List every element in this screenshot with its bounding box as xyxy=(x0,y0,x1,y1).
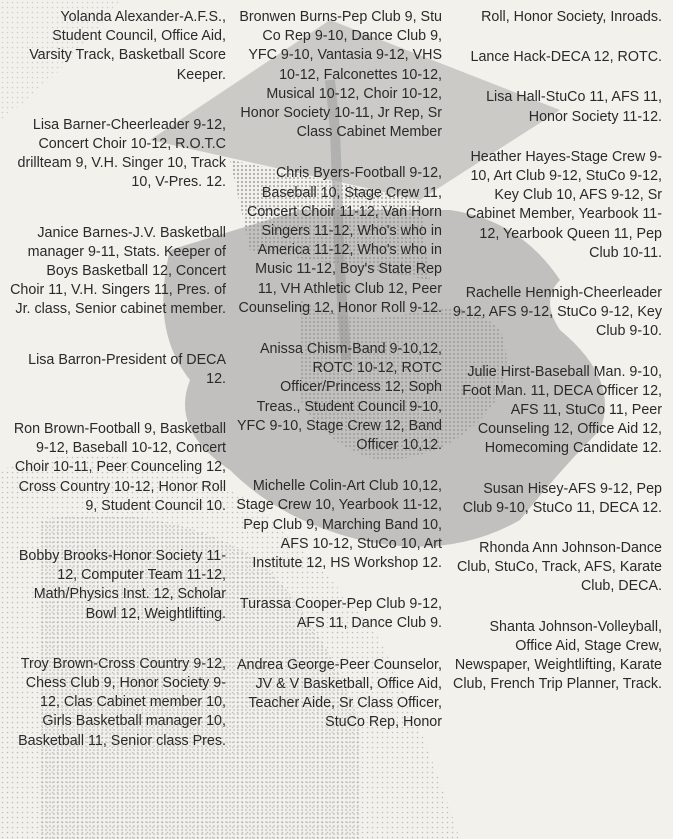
student-entry: Anissa Chism-Band 9-10,12, ROTC 10-12, ROTC Officer/Princess 12, Soph Treas., Student Council 9-10, YFC 9-10, Stage Crew 12, Band Officer 10,12. xyxy=(236,341,442,454)
student-entry: Andrea George-Peer Counselor, JV & V Basketball, Office Aid, Teacher Aide, Sr Class Officer, StuCo Rep, Honor xyxy=(236,656,442,731)
student-entry: Chris Byers-Football 9-12, Baseball 10, Stage Crew 11, Concert Choir 11-12, Van Horn Singers 11-12, Who's who in America 11-12, Who's who in Music 11-12, Boy's State Rep 11, VH Athletic Club 12, Peer Counseling 12, Honor Roll 9-12. xyxy=(238,165,442,316)
student-entry: Shanta Johnson-Volleyball, Office Aid, Stage Crew, Newspaper, Weightlifting, Karate Club, French Trip Planner, Track. xyxy=(453,618,662,693)
student-entry: Lisa Barner-Cheerleader 9-12, Concert Choir 10-12, R.O.T.C drillteam 9, V.H. Singer 10, Track 10, V-Pres. 12. xyxy=(17,116,226,191)
student-entry: Troy Brown-Cross Country 9-12, Chess Club 9, Honor Society 9-12, Clas Cabinet member 10, Girls Basketball manager 10, Basketball 11, Senior class Pres. xyxy=(18,655,226,749)
column-2 xyxy=(236,8,442,755)
student-entry: Rachelle Hennigh-Cheerleader 9-12, AFS 9-12, StuCo 9-12, Key Club 9-10. xyxy=(452,285,662,340)
student-entry: Turassa Cooper-Pep Club 9-12, AFS 11, Dance Club 9. xyxy=(239,596,442,632)
student-entry: Bronwen Burns-Pep Club 9, Stu Co Rep 9-10, Dance Club 9, YFC 9-10, Vantasia 9-12, VHS 10-12, Falconettes 10-12, Musical 10-12, Choir 10-12, Honor Society 10-11, Jr Rep, Sr Class Cabinet Member xyxy=(239,9,442,141)
column-3 xyxy=(452,8,662,715)
student-entry: Rhonda Ann Johnson-Dance Club, StuCo, Track, AFS, Karate Club, DECA. xyxy=(456,540,662,595)
student-entry: Lance Hack-DECA 12, ROTC. xyxy=(470,49,662,66)
student-entry: Lisa Barron-President of DECA 12. xyxy=(28,351,226,387)
student-entry: Janice Barnes-J.V. Basketball manager 9-11, Stats. Keeper of Boys Basketball 12, Concert Choir 11, V.H. Singers 11, Pres. of Jr. class, Senior cabinet member. xyxy=(10,224,226,318)
student-entry: Yolanda Alexander-A.F.S., Student Council, Office Aid, Varsity Track, Basketball Score Keeper. xyxy=(29,9,226,83)
student-entry: Roll, Honor Society, Inroads. xyxy=(481,9,662,25)
student-entry: Ron Brown-Football 9, Basketball 9-12, Baseball 10-12, Concert Choir 10-11, Peer Counceling 12, Cross Country 10-12, Honor Roll 9, Student Council 10. xyxy=(13,421,226,514)
student-entry: Heather Hayes-Stage Crew 9-10, Art Club 9-12, StuCo 9-12, Key Club 10, AFS 9-12, Sr Cabinet Member, Yearbook 11-12, Yearbook Queen 11, Pep Club 10-11. xyxy=(465,148,662,261)
student-entry: Bobby Brooks-Honor Society 11-12, Computer Team 11-12, Math/Physics Inst. 12, Scholar Bowl 12, Weightlifting. xyxy=(18,548,226,622)
student-entry: Susan Hisey-AFS 9-12, Pep Club 9-10, StuCo 11, DECA 12. xyxy=(462,480,662,516)
student-entry: Michelle Colin-Art Club 10,12, Stage Crew 10, Yearbook 11-12, Pep Club 9, Marching Band 10, AFS 10-12, StuCo 10, Art Institute 12, HS Workshop 12. xyxy=(236,478,442,572)
column-1 xyxy=(10,8,226,782)
student-entry: Lisa Hall-StuCo 11, AFS 11, Honor Society 11-12. xyxy=(486,89,662,125)
student-entry: Julie Hirst-Baseball Man. 9-10, Foot Man. 11, DECA Officer 12, AFS 11, StuCo 11, Peer Counseling 12, Office Aid 12, Homecoming Candidate 12. xyxy=(462,363,662,457)
